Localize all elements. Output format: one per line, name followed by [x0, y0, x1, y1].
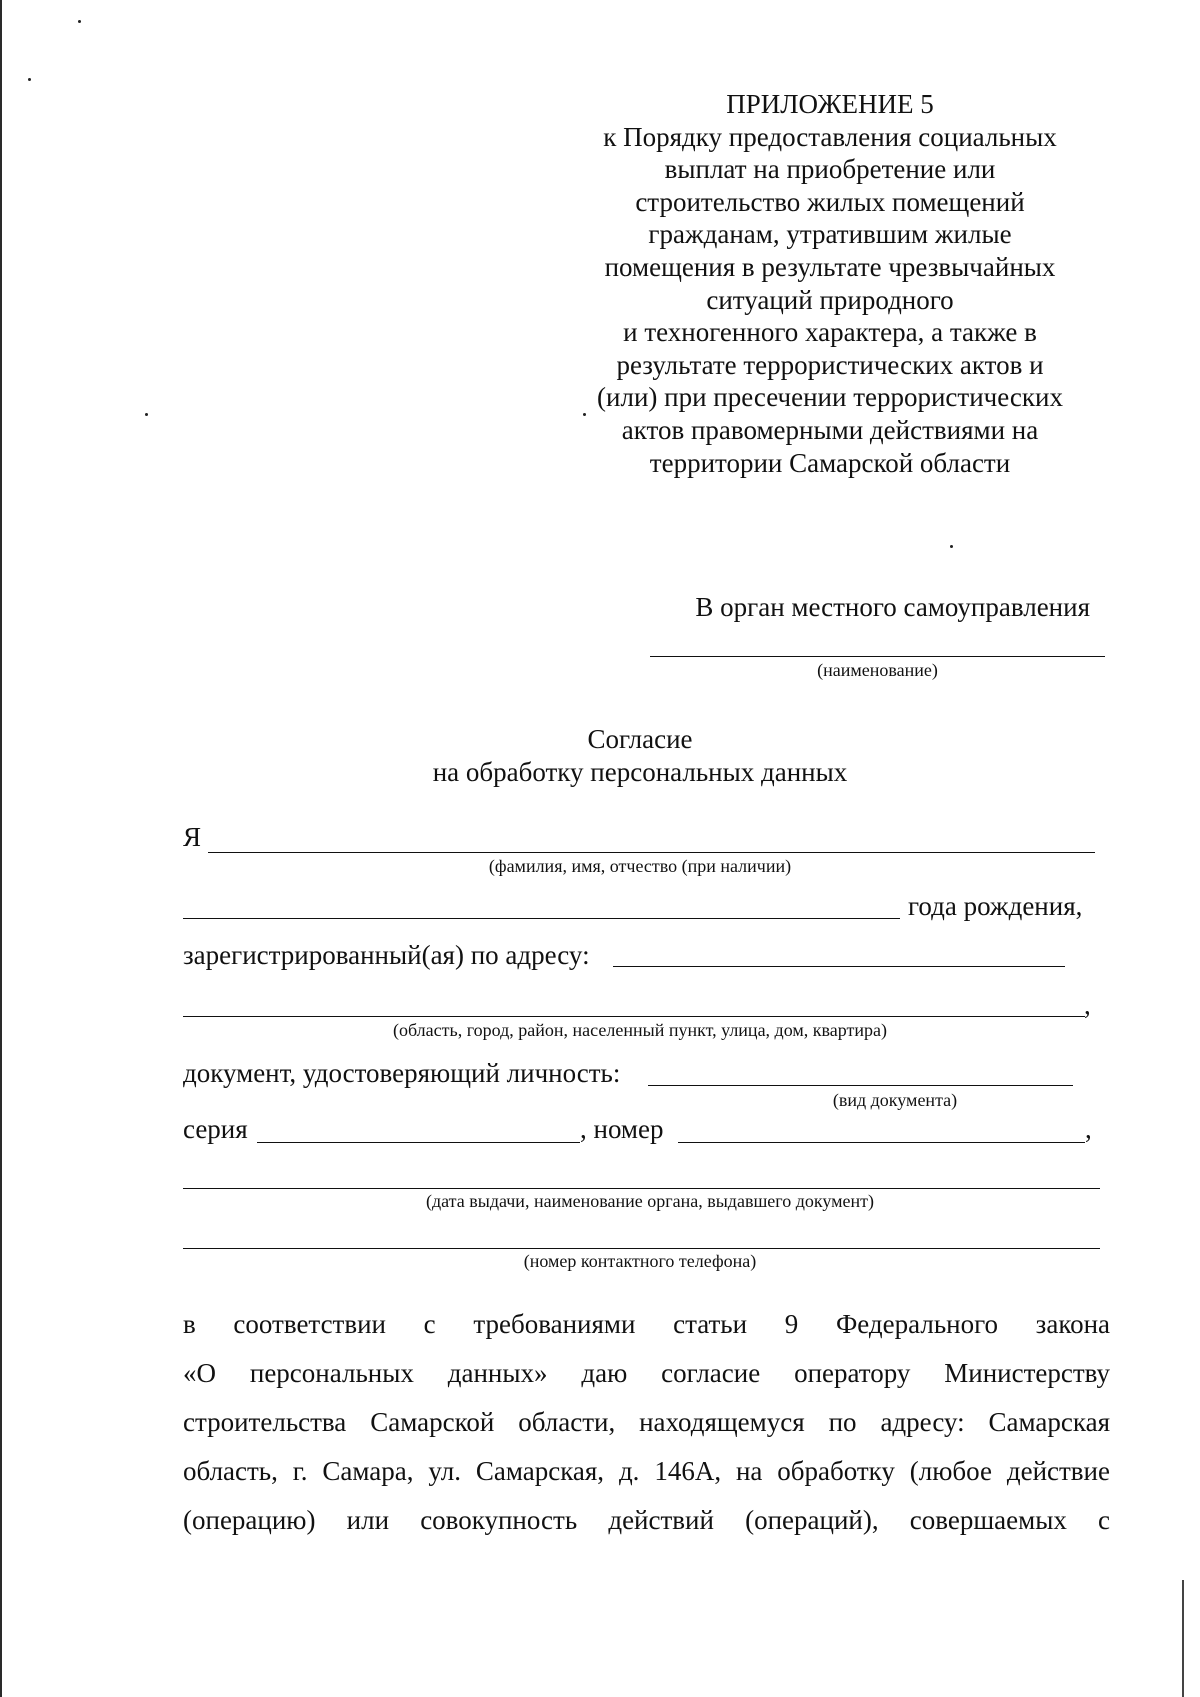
i-label: Я [183, 822, 202, 852]
appendix-title: ПРИЛОЖЕНИЕ 5 [726, 89, 934, 119]
doc-title: Согласие [587, 724, 693, 754]
paragraph-line: строительства Самарской области, находящемуся по адресу: Самарская [183, 1407, 1110, 1437]
document-type-field[interactable] [648, 1085, 1073, 1086]
series-label: серия [183, 1114, 248, 1144]
appendix-line: ситуаций природного [706, 284, 954, 315]
phone-field[interactable] [183, 1248, 1100, 1249]
appendix-line: (или) при пресечении террористических [597, 382, 1063, 413]
paragraph-line: в соответствии с требованиями статьи 9 Федерального закона [183, 1309, 1110, 1339]
consent-paragraph [183, 1307, 1110, 1552]
scan-speck [145, 413, 148, 416]
scan-speck [950, 545, 953, 548]
appendix-line: строительство жилых помещений [635, 186, 1025, 217]
full-name-caption: (фамилия, имя, отчество (при наличии) [488, 856, 792, 876]
addressee-line: В орган местного самоуправления [695, 592, 1090, 622]
series-field[interactable] [257, 1142, 580, 1143]
appendix-line: гражданам, утратившим жилые [648, 219, 1012, 250]
address-caption: (область, город, район, населенный пункт, улица, дом, квартира) [392, 1020, 888, 1040]
doc-subtitle: на обработку персональных данных [432, 757, 848, 787]
appendix-line: результате террористических актов и [616, 349, 1044, 380]
paragraph-line: область, г. Самара, ул. Самарская, д. 146А, на обработку (любое действие [183, 1456, 1110, 1486]
authority-name-field[interactable] [650, 656, 1105, 657]
authority-name-caption: (наименование) [817, 660, 938, 680]
issue-info-caption: (дата выдачи, наименование органа, выдавшего документ) [425, 1191, 875, 1211]
document-type-caption: (вид документа) [832, 1090, 958, 1110]
scan-edge-mark [1182, 1580, 1184, 1697]
address-continuation-field[interactable] [183, 1016, 1085, 1017]
appendix-header [570, 88, 1090, 479]
appendix-line: к Порядку предоставления социальных [603, 121, 1057, 152]
full-name-field[interactable] [208, 852, 1095, 853]
birth-year-field[interactable] [183, 918, 900, 919]
appendix-line: территории Самарской области [649, 447, 1011, 478]
identity-document-label: документ, удостоверяющий личность: [183, 1058, 621, 1088]
appendix-line: выплат на приобретение или [664, 154, 996, 185]
number-comma: , [1085, 1114, 1092, 1144]
paragraph-line: «О персональных данных» даю согласие оператору Министерству [183, 1358, 1110, 1388]
registered-address-field[interactable] [613, 966, 1065, 967]
appendix-line: и техногенного характера, а также в [623, 317, 1037, 348]
appendix-line: актов правомерными действиями на [621, 414, 1039, 445]
registered-address-label: зарегистрированный(ая) по адресу: [183, 940, 590, 970]
phone-caption: (номер контактного телефона) [523, 1251, 757, 1271]
birth-year-label: года рождения, [908, 891, 1083, 921]
scan-speck [28, 78, 31, 81]
number-label: , номер [580, 1114, 664, 1144]
issue-info-field[interactable] [183, 1188, 1100, 1189]
page-left-edge [0, 0, 2, 1697]
address-comma: , [1084, 990, 1091, 1020]
appendix-line: помещения в результате чрезвычайных [604, 251, 1056, 282]
scan-speck [78, 20, 81, 23]
paragraph-line: (операцию) или совокупность действий (операций), совершаемых с [183, 1505, 1110, 1535]
number-field[interactable] [678, 1142, 1085, 1143]
